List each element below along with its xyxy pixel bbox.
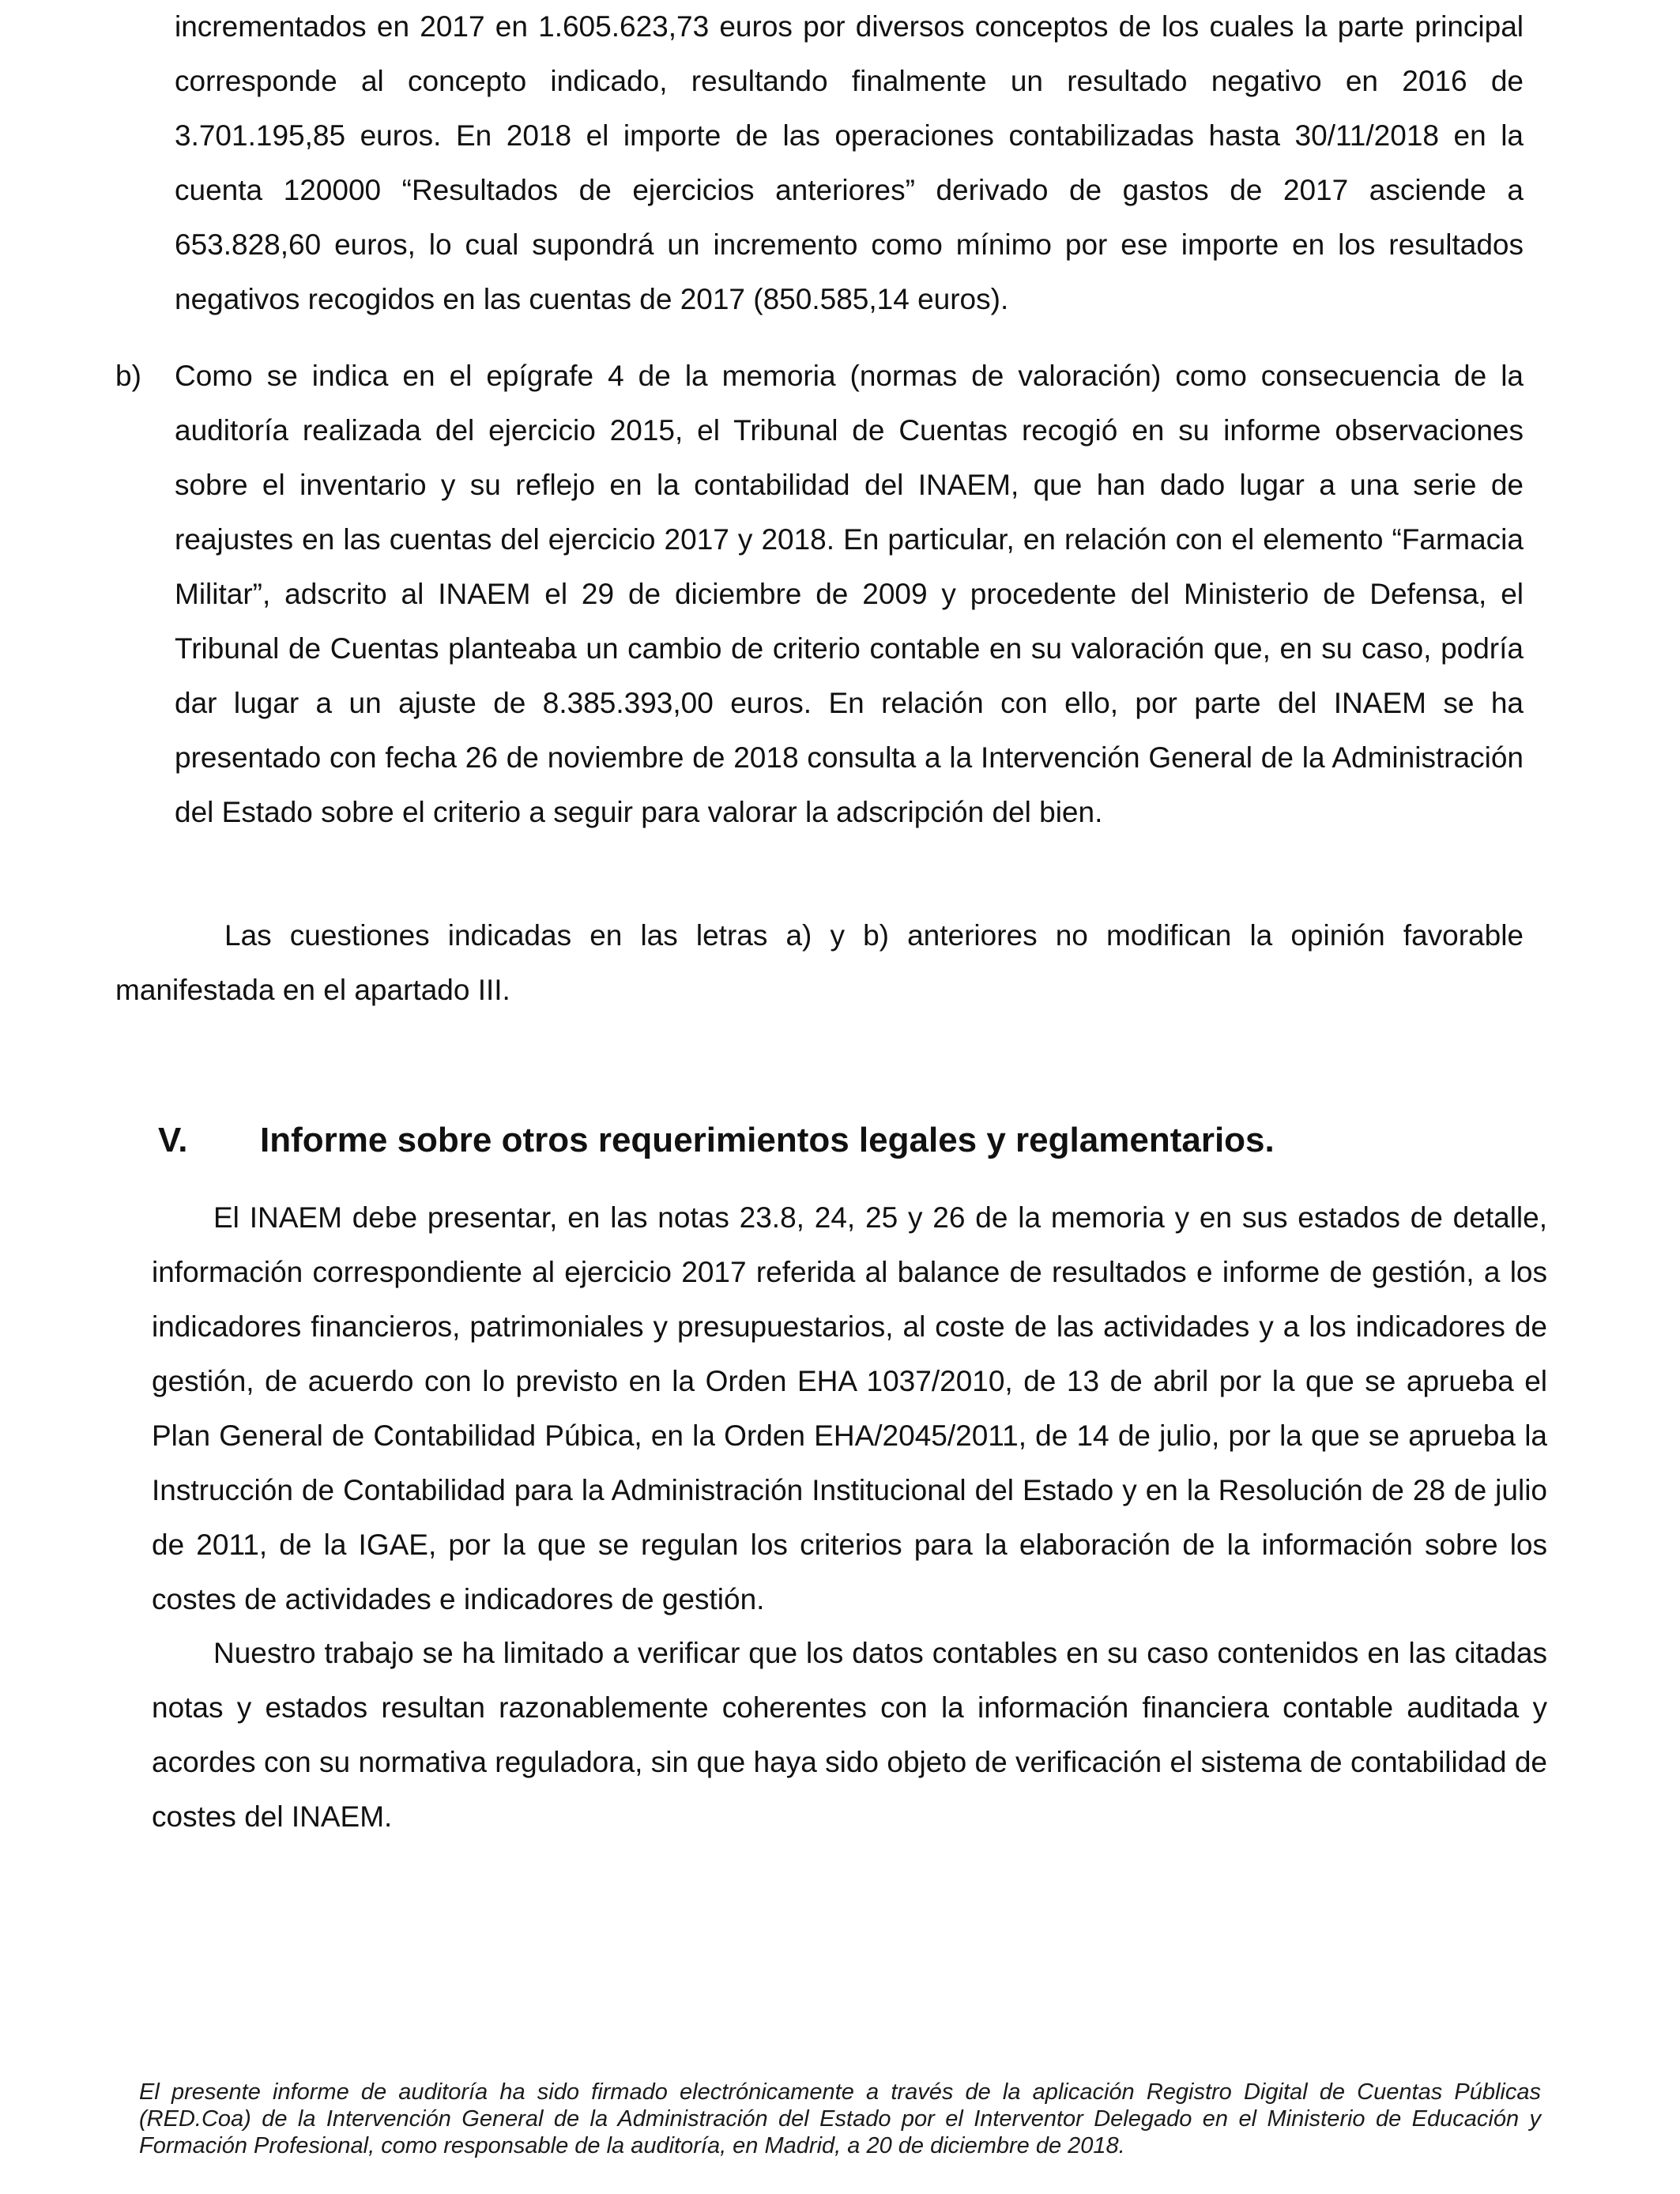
section-v-title: Informe sobre otros requerimientos legales y reglamentarios. [260, 1121, 1275, 1159]
item-b-paragraph: Como se indica en el epígrafe 4 de la memoria (normas de valoración) como consecuencia de la auditoría realizada del ejercicio 2015, el Tribunal de Cuentas recogió en su informe observaciones sobre el inventario y su reflejo en la contabilidad del INAEM, que han dado lugar a una serie de reajustes en las cuentas del ejercicio 2017 y 2018. En particular, en relación con el elemento “Farmacia Militar”, adscrito al INAEM el 29 de diciembre de 2009 y procedente del Ministerio de Defensa, el Tribunal de Cuentas planteaba un cambio de criterio contable en su valoración que, en su caso, podría dar lugar a un ajuste de 8.385.393,00 euros. En relación con ello, por parte del INAEM se ha presentado con fecha 26 de noviembre de 2018 consulta a la Intervención General de la Administración del Estado sobre el criterio a seguir para valorar la adscripción del bien. [175, 360, 1524, 828]
paragraph-a-continuation: incrementados en 2017 en 1.605.623,73 euros por diversos conceptos de los cuales la parte principal corresponde al concepto indicado, resultando finalmente un resultado negativo en 2016 de 3.701.195,85 euros. En 2018 el importe de las operaciones contabilizadas hasta 30/11/2018 en la cuenta 120000 “Resultados de ejercicios anteriores” derivado de gastos de 2017 asciende a 653.828,60 euros, lo cual supondrá un incremento como mínimo por ese importe en los resultados negativos recogidos en las cuentas de 2017 (850.585,14 euros). [175, 10, 1524, 315]
section-v-paragraph-2: Nuestro trabajo se ha limitado a verificar que los datos contables en su caso contenidos en las citadas notas y estados resultan razonablemente coherentes con la información financiera contable auditada y acordes con su normativa reguladora, sin que haya sido objeto de verificación el sistema de contabilidad de costes del INAEM. [152, 1637, 1547, 1833]
section-v-number: V. [158, 1121, 188, 1159]
electronic-signature-note: El presente informe de auditoría ha sido firmado electrónicamente a través de la aplicación Registro Digital de Cuentas Públicas (RED.Coa) de la Intervención General de la Administración del Estado por el Interventor Delegado en el Ministerio de Educación y Formación Profesional, como responsable de la auditoría, en Madrid, a 20 de diciembre de 2018. [139, 2079, 1541, 2158]
section-v-paragraph-1: El INAEM debe presentar, en las notas 23.8, 24, 25 y 26 de la memoria y en sus estados de detalle, información correspondiente al ejercicio 2017 referida al balance de resultados e informe de gestión, a los indicadores financieros, patrimoniales y presupuestarios, al coste de las actividades y a los indicadores de gestión, de acuerdo con lo previsto en la Orden EHA 1037/2010, de 13 de abril por la que se aprueba el Plan General de Contabilidad Púbica, en la Orden EHA/2045/2011, de 14 de julio, por la que se aprueba la Instrucción de Contabilidad para la Administración Institucional del Estado y en la Resolución de 28 de julio de 2011, de la IGAE, por la que se regulan los criterios para la elaboración de la información sobre los costes de actividades e indicadores de gestión. [152, 1201, 1547, 1615]
item-b-marker: b) [115, 360, 141, 392]
closing-note: Las cuestiones indicadas en las letras a) y b) anteriores no modifican la opinión favorable manifestada en el apartado III. [115, 919, 1524, 1006]
